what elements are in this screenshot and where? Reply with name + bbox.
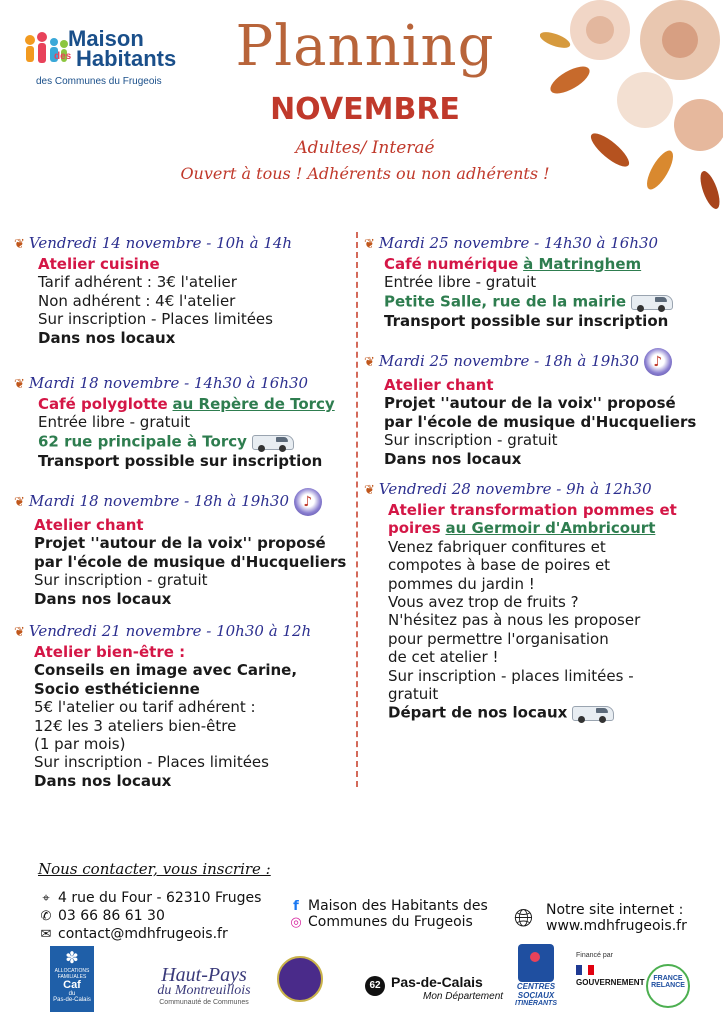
event-date: ❦ Mardi 25 novembre - 18h à 19h30 ♪ <box>364 348 714 376</box>
event-line: compotes à base de poires et <box>388 556 611 575</box>
event-location: Dans nos locaux <box>34 589 172 608</box>
gouvernement-logo: Financé par GOUVERNEMENT <box>576 952 645 987</box>
facebook-name-cont[interactable]: Communes du Frugeois <box>308 914 473 930</box>
column-divider <box>356 232 358 787</box>
website-label: Notre site internet : <box>546 902 684 918</box>
event-line: Entrée libre - gratuit <box>384 273 537 292</box>
van-icon <box>631 292 673 312</box>
event-location: Dans nos locaux <box>34 771 172 790</box>
event-card <box>14 488 354 608</box>
leaf-icon: ❦ <box>14 495 25 510</box>
event-title: Atelier chant <box>34 516 144 534</box>
contact-title: Nous contacter, vous inscrire : <box>38 860 271 878</box>
leaf-icon: ❦ <box>14 625 25 640</box>
event-title-cont: poires <box>388 519 441 538</box>
event-title: Atelier cuisine <box>38 255 160 273</box>
event-line: (1 par mois) <box>34 735 126 754</box>
event-place: à Matringhem <box>523 255 642 273</box>
contact-email[interactable]: contact@mdhfrugeois.fr <box>58 926 228 942</box>
event-title: Atelier transformation pommes et <box>388 501 677 519</box>
event-line: Sur inscription - gratuit <box>34 571 208 590</box>
contact-address: 4 rue du Four - 62310 Fruges <box>58 890 262 906</box>
music-note-icon: ♪ <box>644 348 672 376</box>
event-card <box>364 234 714 330</box>
event-line: Venez fabriquer confitures et <box>388 537 606 556</box>
phone-icon: ✆ <box>40 909 52 924</box>
music-note-icon: ♪ <box>294 488 322 516</box>
event-date: ❦ Mardi 18 novembre - 14h30 à 16h30 <box>14 374 309 392</box>
event-subtitle: Projet ''autour de la voix'' proposé <box>34 534 326 553</box>
autumn-flowers-decoration <box>540 0 723 230</box>
event-subtitle: Socio esthéticienne <box>34 679 200 698</box>
event-location: Dans nos locaux <box>384 449 522 468</box>
event-line: Sur inscription - places limitées - <box>388 666 634 685</box>
website-url[interactable]: www.mdhfrugeois.fr <box>546 918 687 934</box>
audience-subtitle: Adultes/ Interaé <box>295 138 435 158</box>
event-location: Départ de nos locaux <box>388 703 568 722</box>
centres-sociaux-logo: CENTRES SOCIAUX ITINÉRANTS <box>512 944 560 1018</box>
social-block <box>288 898 488 930</box>
caf-logo: ✽ ALLOCATIONS FAMILIALES Caf du Pas-de-Calais <box>50 946 94 1012</box>
map-icon <box>518 944 554 982</box>
event-line: N'hésitez pas à nous les proposer <box>388 611 641 630</box>
event-subtitle: Conseils en image avec Carine, <box>34 661 298 680</box>
event-subtitle: par l'école de musique d'Hucqueliers <box>384 412 697 431</box>
contact-phone[interactable]: 03 66 86 61 30 <box>58 908 165 924</box>
leaf-icon: ❦ <box>364 483 375 498</box>
mail-icon: ✉ <box>40 927 52 942</box>
leaf-icon: ❦ <box>14 377 25 392</box>
globe-icon: 🌐︎ <box>514 904 534 932</box>
event-location: Transport possible sur inscription <box>38 451 323 470</box>
open-to-subtitle: Ouvert à tous ! Adhérents ou non adhérents ! <box>180 164 550 183</box>
event-date: ❦ Mardi 18 novembre - 18h à 19h30 ♪ <box>14 488 354 516</box>
event-line: Sur inscription - Places limitées <box>34 753 269 772</box>
event-line: Vous avez trop de fruits ? <box>388 593 579 612</box>
event-line: 12€ les 3 ateliers bien-être <box>34 716 237 735</box>
event-subtitle: Projet ''autour de la voix'' proposé <box>384 394 676 413</box>
event-line: de cet atelier ! <box>388 648 499 667</box>
pas-de-calais-logo: 62 Pas-de-Calais Mon Département <box>365 974 495 1008</box>
event-location: Dans nos locaux <box>38 328 176 347</box>
event-card <box>364 480 714 723</box>
family-logo-icon <box>20 30 72 70</box>
logo-subtitle: des Communes du Frugeois <box>36 76 162 87</box>
round-partner-logo <box>277 956 323 1002</box>
facebook-icon: f <box>293 899 299 914</box>
event-line: Tarif adhérent : 3€ l'atelier <box>38 273 237 292</box>
van-icon <box>252 432 294 452</box>
event-line: Sur inscription - gratuit <box>384 431 558 450</box>
facebook-name[interactable]: Maison des Habitants des <box>308 898 488 914</box>
event-line: Non adhérent : 4€ l'atelier <box>38 291 236 310</box>
caf-emblem-icon: ✽ <box>65 950 79 967</box>
french-flag-icon <box>576 965 594 975</box>
logo-habitants: Habitants <box>76 46 177 71</box>
france-relance-logo: FRANCE RELANCE <box>646 964 690 1008</box>
month-title: NOVEMBRE <box>270 92 460 127</box>
leaf-icon: ❦ <box>14 237 25 252</box>
leaf-icon: ❦ <box>364 237 375 252</box>
leaf-icon: ❦ <box>364 355 375 370</box>
event-date: ❦ Vendredi 14 novembre - 10h à 14h <box>14 234 293 252</box>
event-place: au Germoir d'Ambricourt <box>445 519 656 538</box>
event-date: ❦ Mardi 25 novembre - 14h30 à 16h30 <box>364 234 659 252</box>
event-card <box>364 348 714 468</box>
event-date: ❦ Vendredi 21 novembre - 10h30 à 12h <box>14 622 312 640</box>
event-location: Transport possible sur inscription <box>384 311 669 330</box>
event-card <box>14 234 354 347</box>
contact-block <box>38 890 261 942</box>
event-title: Atelier chant <box>384 376 494 394</box>
event-title: Café polyglotte <box>38 395 168 413</box>
instagram-icon: ◎ <box>290 915 302 930</box>
logo <box>20 26 190 90</box>
event-title: Atelier bien-être : <box>34 643 186 661</box>
event-address: 62 rue principale à Torcy <box>38 432 247 451</box>
event-date: ❦ Vendredi 28 novembre - 9h à 12h30 <box>364 480 652 498</box>
logo-maison: Maison <box>68 26 144 51</box>
event-place: au Repère de Torcy <box>172 395 335 413</box>
event-title: Café numérique <box>384 255 519 273</box>
van-icon <box>572 703 614 723</box>
event-card <box>14 374 354 470</box>
page-title: Planning <box>235 14 495 79</box>
event-address: Petite Salle, rue de la mairie <box>384 292 627 311</box>
event-line: 5€ l'atelier ou tarif adhérent : <box>34 698 256 717</box>
logo-des: des <box>54 51 72 62</box>
event-line: Entrée libre - gratuit <box>38 413 191 432</box>
location-pin-icon: ⌖ <box>42 891 50 906</box>
event-card <box>14 622 354 790</box>
event-line: pommes du jardin ! <box>388 574 535 593</box>
event-line: Sur inscription - Places limitées <box>38 310 273 329</box>
event-line: pour permettre l'organisation <box>388 629 609 648</box>
event-subtitle: par l'école de musique d'Hucqueliers <box>34 552 347 571</box>
haut-pays-logo: Haut-Pays du Montreuillois Communauté de Communes <box>157 964 251 1006</box>
event-line: gratuit <box>388 685 439 704</box>
